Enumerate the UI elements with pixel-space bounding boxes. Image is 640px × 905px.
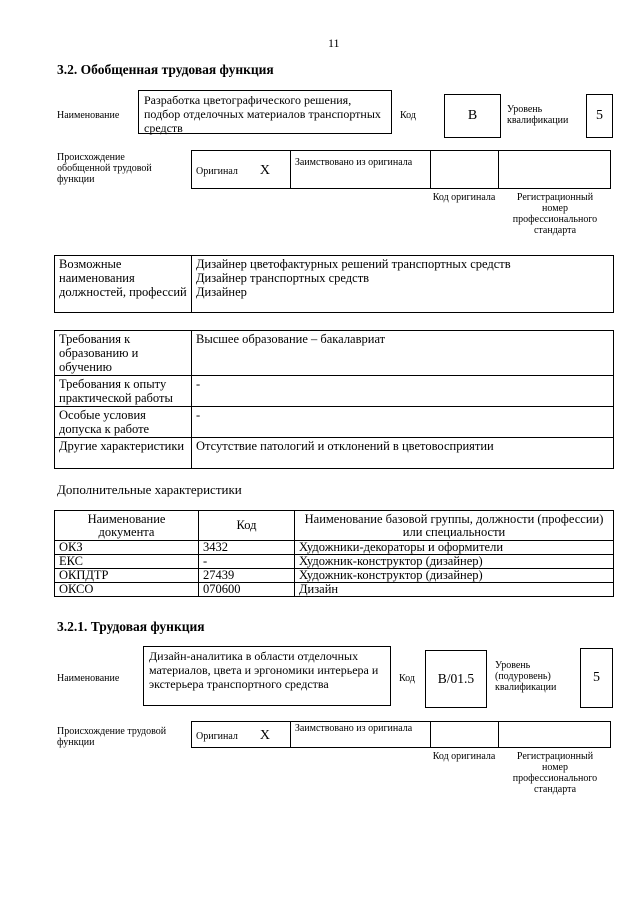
- subsection-heading: 3.2.1. Трудовая функция: [57, 619, 205, 634]
- table-row: [55, 569, 614, 583]
- original-mark: X: [259, 727, 271, 743]
- code-cell: -: [199, 555, 295, 569]
- header-code: Код: [199, 511, 295, 541]
- doc-cell: ОКЗ: [55, 541, 199, 555]
- code-label: Код: [400, 110, 416, 121]
- level-value: 5: [586, 94, 613, 138]
- original-label: Оригинал: [196, 730, 238, 742]
- requirement-label: Требования к опыту практической работы: [55, 376, 192, 407]
- code-original-cell: [430, 722, 499, 748]
- additional-header-row: [55, 511, 614, 541]
- borrowed-label: Заимствовано из оригинала: [290, 151, 430, 189]
- group-cell: Художники-декораторы и оформители: [295, 541, 614, 555]
- origin-table: [191, 721, 611, 748]
- name-label: Наименование: [57, 673, 120, 684]
- requirement-label: Особые условия допуска к работе: [55, 407, 192, 438]
- requirement-value: Отсутствие патологий и отклонений в цветовосприятии: [192, 438, 614, 469]
- doc-cell: ОКСО: [55, 583, 199, 597]
- name-label: Наименование: [57, 110, 120, 121]
- requirement-row: [55, 331, 614, 376]
- origin-table: [191, 150, 611, 189]
- header-document: Наименование документа: [55, 511, 199, 541]
- level-label: Уровень (подуровень) квалификации: [495, 660, 557, 693]
- table-row: [55, 541, 614, 555]
- page-number: 11: [328, 36, 340, 50]
- requirement-row: [55, 407, 614, 438]
- code-original-caption: Код оригинала: [432, 751, 496, 762]
- function-name-value: Разработка цветографического решения, подбор отделочных материалов транспортных средств: [144, 93, 381, 135]
- reg-number-cell: [499, 151, 611, 189]
- reg-number-cell: [499, 722, 611, 748]
- requirements-table: [54, 330, 614, 469]
- function-name-value: Дизайн-аналитика в области отделочных материалов, цвета и эргономики интерьера и экстерьера транспортного средства: [149, 649, 379, 691]
- level-value: 5: [580, 648, 613, 708]
- position-item: Дизайнер цветофактурных решений транспортных средств: [196, 257, 511, 271]
- code-value: B: [444, 94, 501, 138]
- table-row: [55, 555, 614, 569]
- additional-title: Дополнительные характеристики: [57, 482, 242, 497]
- group-cell: Дизайн: [295, 583, 614, 597]
- function-name-box: [138, 90, 392, 134]
- group-cell: Художник-конструктор (дизайнер): [295, 555, 614, 569]
- borrowed-label: Заимствовано из оригинала: [290, 722, 430, 748]
- requirement-value: -: [192, 407, 614, 438]
- positions-table: [54, 255, 614, 313]
- section-heading: 3.2. Обобщенная трудовая функция: [57, 62, 274, 77]
- code-label: Код: [399, 673, 415, 684]
- code-cell: 070600: [199, 583, 295, 597]
- requirement-value: Высшее образование – бакалавриат: [192, 331, 614, 376]
- code-value: B/01.5: [425, 650, 487, 708]
- additional-table: [54, 510, 614, 597]
- code-original-caption: Код оригинала: [432, 192, 496, 203]
- code-original-cell: [430, 151, 499, 189]
- requirement-value: -: [192, 376, 614, 407]
- positions-label: Возможные наименования должностей, профессий: [55, 256, 192, 313]
- doc-cell: ОКПДТР: [55, 569, 199, 583]
- reg-number-caption: Регистрационный номер профессионального стандарта: [512, 751, 598, 795]
- group-cell: Художник-конструктор (дизайнер): [295, 569, 614, 583]
- position-item: Дизайнер транспортных средств: [196, 271, 370, 285]
- original-label: Оригинал: [196, 165, 238, 177]
- requirement-label: Требования к образованию и обучению: [55, 331, 192, 376]
- requirement-row: [55, 438, 614, 469]
- origin-label: Происхождение обобщенной трудовой функции: [57, 152, 152, 185]
- origin-label: Происхождение трудовой функции: [57, 726, 167, 748]
- requirement-row: [55, 376, 614, 407]
- code-cell: 27439: [199, 569, 295, 583]
- level-label: Уровень квалификации: [507, 104, 569, 126]
- function-name-box: [143, 646, 391, 706]
- table-row: [55, 583, 614, 597]
- code-cell: 3432: [199, 541, 295, 555]
- original-mark: X: [259, 162, 271, 178]
- requirement-label: Другие характеристики: [55, 438, 192, 469]
- header-group: Наименование базовой группы, должности (профессии) или специальности: [295, 511, 614, 541]
- position-item: Дизайнер: [196, 285, 247, 299]
- reg-number-caption: Регистрационный номер профессионального стандарта: [512, 192, 598, 236]
- doc-cell: ЕКС: [55, 555, 199, 569]
